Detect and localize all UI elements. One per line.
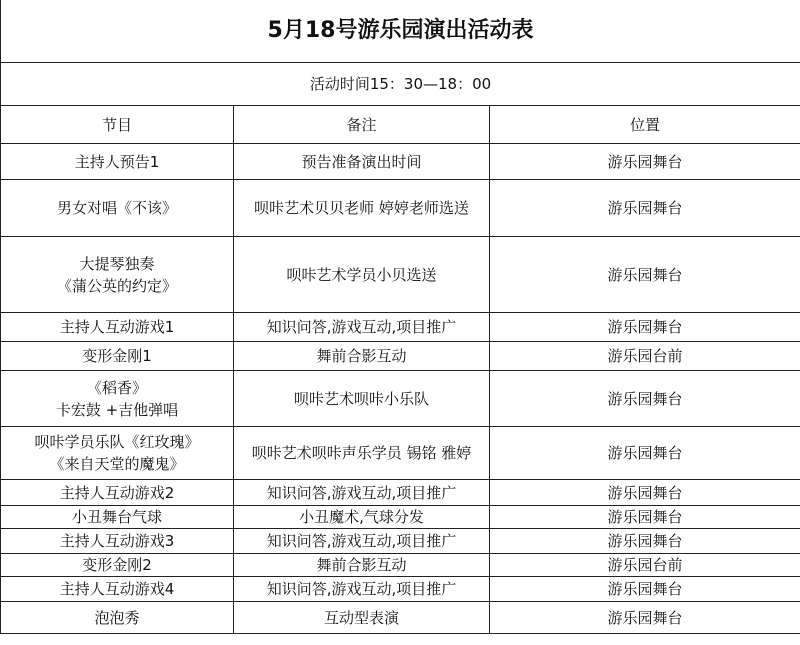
- note-cell: 呗咔艺术呗咔小乐队: [234, 371, 490, 427]
- table-row: [1, 480, 800, 506]
- program-line: 变形金刚2: [82, 556, 152, 574]
- note-cell: 预告准备演出时间: [234, 144, 490, 180]
- program-cell: [1, 602, 234, 634]
- program-line: 主持人互动游戏4: [59, 580, 175, 598]
- location-cell: 游乐园舞台: [490, 237, 800, 313]
- program-line: 小丑舞台气球: [71, 508, 162, 526]
- program-cell: [1, 529, 234, 554]
- program-line: 《来自天堂的魔鬼》: [49, 455, 185, 473]
- program-line: 男女对唱《不该》: [56, 199, 177, 217]
- header-note: 备注: [234, 106, 490, 144]
- note-cell: 小丑魔术,气球分发: [234, 506, 490, 529]
- program-line: 呗咔学员乐队《红玫瑰》: [34, 433, 200, 451]
- program-cell: [1, 554, 234, 577]
- note-cell: 呗咔艺术贝贝老师 婷婷老师选送: [234, 180, 490, 237]
- program-line: 主持人互动游戏2: [59, 483, 175, 502]
- location-cell: 游乐园舞台: [490, 180, 800, 237]
- table-row: [1, 427, 800, 480]
- location-cell: 游乐园舞台: [490, 480, 800, 506]
- location-cell: 游乐园舞台: [490, 577, 800, 602]
- table-row: [1, 529, 800, 554]
- program-line: 主持人互动游戏1: [59, 318, 175, 336]
- table-row: [1, 237, 800, 313]
- note-cell: 舞前合影互动: [234, 342, 490, 371]
- note-cell: 知识问答,游戏互动,项目推广: [234, 313, 490, 342]
- activity-time: 活动时间15：30—18：00: [1, 63, 800, 106]
- program-cell: [1, 506, 234, 529]
- table-row: [1, 313, 800, 342]
- location-cell: 游乐园舞台: [490, 371, 800, 427]
- program-cell: [1, 480, 234, 506]
- location-cell: 游乐园舞台: [490, 313, 800, 342]
- program-line: 《稻香》: [86, 378, 147, 397]
- table-row: [1, 577, 800, 602]
- header-program: 节目: [1, 106, 234, 144]
- note-cell: 互动型表演: [234, 602, 490, 634]
- note-cell: 舞前合影互动: [234, 554, 490, 577]
- location-cell: 游乐园台前: [490, 342, 800, 371]
- header-row: [1, 106, 800, 144]
- table-title: 5月18号游乐园演出活动表: [1, 0, 800, 63]
- table-row: [1, 342, 800, 371]
- table-row: [1, 371, 800, 427]
- program-line: 变形金刚1: [82, 347, 152, 365]
- table-row: [1, 602, 800, 634]
- program-line: 主持人互动游戏3: [59, 532, 175, 550]
- location-cell: 游乐园舞台: [490, 144, 800, 180]
- note-cell: 呗咔艺术呗咔声乐学员 锡铭 雅婷: [234, 427, 490, 480]
- table-row: [1, 506, 800, 529]
- note-cell: 知识问答,游戏互动,项目推广: [234, 577, 490, 602]
- program-cell: [1, 313, 234, 342]
- program-line: 大提琴独奏: [79, 254, 155, 273]
- program-cell: [1, 427, 234, 480]
- program-cell: [1, 371, 234, 427]
- table-row: [1, 180, 800, 237]
- location-cell: 游乐园舞台: [490, 529, 800, 554]
- table-row: [1, 554, 800, 577]
- program-cell: [1, 144, 234, 180]
- location-cell: 游乐园舞台: [490, 602, 800, 634]
- header-location: 位置: [490, 106, 800, 144]
- location-cell: 游乐园台前: [490, 554, 800, 577]
- table-row: [1, 144, 800, 180]
- time-row: [1, 63, 800, 106]
- note-cell: 知识问答,游戏互动,项目推广: [234, 480, 490, 506]
- program-cell: [1, 180, 234, 237]
- program-line: 《蒲公英的约定》: [56, 276, 177, 295]
- program-line: 主持人预告1: [74, 152, 160, 171]
- program-cell: [1, 237, 234, 313]
- program-cell: [1, 577, 234, 602]
- program-cell: [1, 342, 234, 371]
- program-line: 卡宏鼓 +吉他弹唱: [55, 400, 179, 419]
- location-cell: 游乐园舞台: [490, 427, 800, 480]
- title-row: [1, 0, 800, 63]
- note-cell: 知识问答,游戏互动,项目推广: [234, 529, 490, 554]
- program-line: 泡泡秀: [94, 608, 140, 627]
- location-cell: 游乐园舞台: [490, 506, 800, 529]
- note-cell: 呗咔艺术学员小贝选送: [234, 237, 490, 313]
